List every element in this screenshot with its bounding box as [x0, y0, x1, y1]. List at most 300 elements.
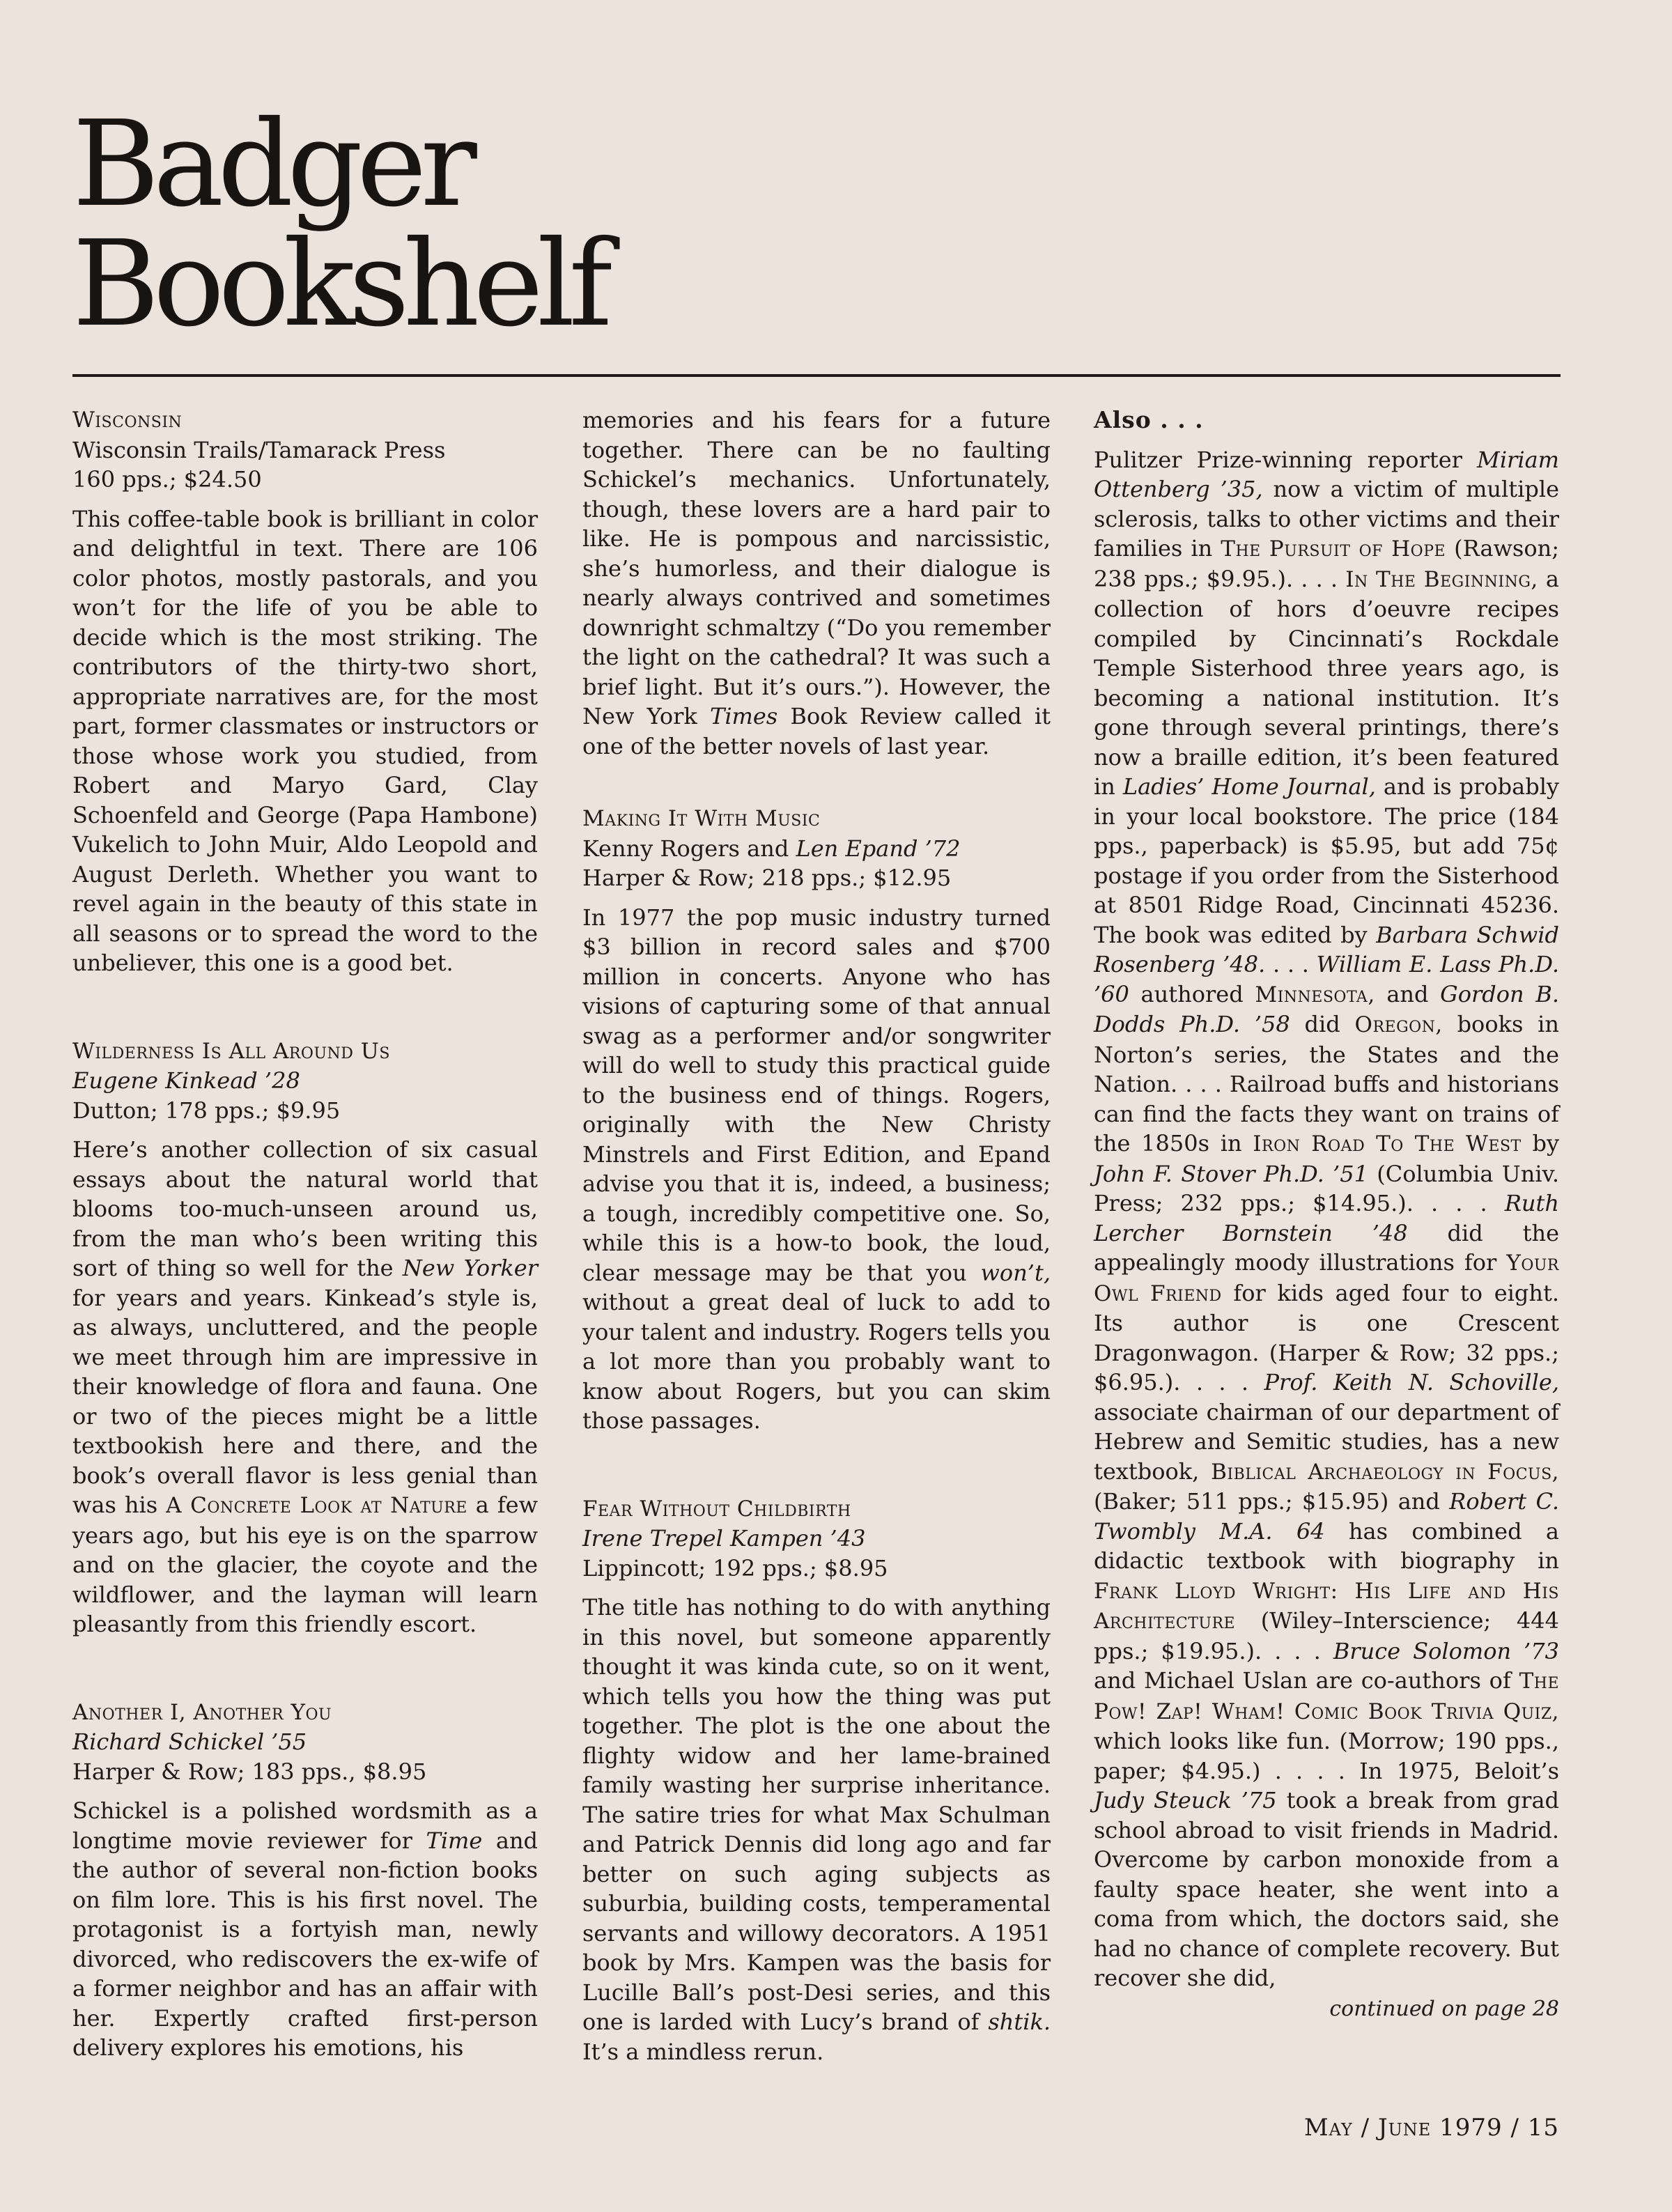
- body-text: novel.: [417, 1886, 485, 1913]
- body-text: [366, 1827, 380, 1854]
- body-text: Here’s another collection of six casual essays about the natural world that blooms too-much-unseen around us, from the man who’s been writing this sort of thing so well for the: [72, 1136, 538, 1281]
- book-title: In The Beginning,: [1345, 566, 1538, 592]
- body-text: But: [713, 673, 753, 700]
- body-text: . . .: [1265, 951, 1317, 977]
- body-text: [378, 1916, 396, 1942]
- person-name: Ruth Lercher Bornstein ’48: [1094, 1190, 1559, 1246]
- body-text: of: [516, 1945, 539, 1972]
- review-publisher: Wisconsin Trails/Tamarack Press: [72, 436, 446, 463]
- person-name: Miriam Ottenberg ’35,: [1094, 446, 1559, 502]
- body-text: [896, 496, 908, 523]
- body-text: [630, 525, 649, 552]
- body-text: a collection of hors d’oeuvre recipes compiled by Cincinnati’s Rockdale Temple Sisterhood three years ago, is becoming a national institution. It’s gone through several printings, there’s now a braille edition, it’s been featured in: [1094, 565, 1560, 800]
- body-text: the: [72, 1857, 109, 1883]
- body-text: [743, 585, 755, 611]
- body-text: [752, 674, 761, 700]
- body-text: [881, 407, 899, 433]
- body-text: her.: [72, 2004, 116, 2032]
- review-making-it-with-music: [582, 804, 1051, 1436]
- body-text: [679, 644, 688, 670]
- body-text: memories: [582, 407, 694, 433]
- body-text: [171, 1975, 178, 2002]
- emphasis: shtik.: [988, 2009, 1051, 2035]
- review-publisher: Harper & Row; 218 pps.; $12.95: [582, 865, 952, 891]
- body-text: contrived: [755, 585, 863, 611]
- body-text: [168, 1797, 182, 1824]
- body-text: Schickel’s: [582, 466, 697, 493]
- body-text: [862, 585, 875, 611]
- body-text: [1017, 555, 1032, 582]
- body-text: was: [923, 644, 968, 670]
- person-name: Ladies’ Home Journal,: [1122, 773, 1376, 800]
- review-publisher: Harper & Row; 183 pps., $8.95: [72, 1758, 427, 1785]
- body-text: [697, 466, 729, 493]
- person-name: Judy Steuck ’75: [1094, 1787, 1277, 1813]
- body-text: for years and years. Kinkead’s style is, as always, uncluttered, and the people we meet through him are impressive in their knowledge of flora and fauna. One or two of the pieces might be a little textbookish here and there, and the book’s overall flavor is less genial than was his: [72, 1284, 538, 1518]
- body-text: for: [898, 407, 931, 433]
- body-text: [880, 733, 887, 759]
- body-text: [349, 1887, 360, 1913]
- body-text: schmaltzy: [706, 614, 820, 641]
- body-text: Expertly: [153, 2004, 249, 2032]
- body-text: author: [121, 1857, 197, 1883]
- body-text: [772, 733, 779, 759]
- review-publisher: Dutton; 178 pps.; $9.95: [72, 1097, 341, 1124]
- body-text: is: [221, 1916, 240, 1942]
- review-author: Irene Trepel Kampen ’43: [582, 1525, 866, 1552]
- body-text: [837, 437, 861, 463]
- body-text: reviewer: [266, 1827, 366, 1854]
- masthead-title: [72, 95, 607, 353]
- person-name: William E. Lass Ph.D. ’60: [1094, 951, 1559, 1007]
- body-text: a: [882, 495, 896, 523]
- body-text: called: [954, 703, 1022, 729]
- body-text: [942, 703, 954, 729]
- body-text: [155, 1887, 166, 1913]
- body-text: [172, 1827, 186, 1854]
- body-text: by: [1521, 1130, 1560, 1157]
- body-text: such: [976, 644, 1029, 670]
- body-text: and: [875, 585, 918, 611]
- body-text: [847, 703, 860, 729]
- body-text: (Baker; 511 pps.; $15.95) and: [1094, 1488, 1450, 1515]
- body-text: [1029, 644, 1037, 670]
- body-text: [1016, 496, 1028, 523]
- review-body: [582, 1593, 1051, 2066]
- body-text: [249, 2005, 288, 2032]
- body-text: [424, 2034, 431, 2061]
- body-text: [779, 555, 794, 582]
- book-title: Frank Lloyd Wright: His Life and His Architecture: [1094, 1578, 1559, 1634]
- body-text: [931, 407, 949, 433]
- body-text: [761, 644, 769, 670]
- person-name: Bruce Solomon ’73: [1333, 1637, 1560, 1664]
- body-text: a: [949, 407, 963, 433]
- body-text: a: [215, 1797, 229, 1824]
- body-text: of: [630, 732, 653, 759]
- column-2: [582, 405, 1051, 2066]
- body-text: [163, 2034, 170, 2061]
- body-text: books in Norton’s series, the States and the Nation. . . . Railroad buffs and historians can find the facts they want on trains of the 1850s in: [1094, 1011, 1560, 1157]
- body-text: [742, 496, 754, 523]
- body-text: [878, 614, 885, 641]
- body-text: [619, 644, 627, 670]
- review-author: Eugene Kinkead ’28: [72, 1067, 300, 1094]
- body-text: [275, 1887, 286, 1913]
- body-text: took a break from grad school abroad to visit friends in Madrid. Overcome by carbon monoxide from a faulty space heater, she went into a coma from which, the doctors said, she had no chance of complete recovery. But recover she did,: [1094, 1787, 1559, 1991]
- body-text: on: [688, 644, 716, 670]
- also-heading: Also . . .: [1094, 406, 1204, 433]
- body-text: light: [627, 644, 680, 670]
- body-text: his: [772, 407, 805, 433]
- masthead-line-1: Badger: [72, 95, 471, 233]
- body-text: year.: [935, 732, 990, 759]
- body-text: Book: [790, 703, 847, 729]
- review-wilderness: [72, 1037, 538, 1639]
- body-text: It: [897, 644, 915, 670]
- person-name: Robert C. Twombly M.A. 64: [1094, 1488, 1560, 1545]
- body-text: first-person: [407, 2004, 539, 2032]
- body-text: a: [1037, 644, 1051, 670]
- body-text: [196, 1857, 209, 1883]
- body-text: she’s: [582, 555, 640, 582]
- body-text: [917, 585, 929, 611]
- body-text: a: [72, 1975, 86, 2002]
- body-text: [968, 644, 976, 670]
- review-title: Making It With Music: [582, 806, 821, 831]
- body-text: [928, 733, 935, 759]
- body-text: [704, 674, 713, 700]
- body-text: a few years ago, but his eye is on the sparrow and on the glacier, the coyote and the wildflower, and the layman will learn pleasantly from this friendly escort.: [72, 1492, 538, 1637]
- body-text: downright: [582, 614, 699, 641]
- body-text: [897, 525, 915, 552]
- body-text: delivery: [72, 2034, 164, 2061]
- body-text: [805, 407, 823, 433]
- body-text: [511, 1797, 525, 1824]
- body-text: faulting: [963, 436, 1051, 463]
- body-text: [889, 644, 897, 670]
- body-text: [624, 733, 630, 759]
- header-rule: [72, 374, 1561, 377]
- body-text: movie: [185, 1827, 254, 1854]
- body-text: cathedral?: [769, 644, 889, 670]
- review-title: Another I, Another You: [72, 1699, 332, 1725]
- body-text: narcissistic,: [915, 525, 1051, 552]
- body-text: It’s a mindless rerun.: [582, 2038, 824, 2065]
- body-text: together.: [582, 436, 684, 463]
- body-text: [915, 644, 924, 670]
- body-text: can: [797, 436, 837, 463]
- body-text: [272, 1916, 291, 1942]
- body-text: [838, 525, 856, 552]
- body-text: ours.”).: [805, 673, 890, 700]
- body-text: [231, 1857, 244, 1883]
- body-text: [178, 1946, 187, 1972]
- body-text: [280, 1975, 288, 2002]
- body-text: and Michael Uslan are co-authors of: [1094, 1667, 1519, 1694]
- review-author: Len Epand ’72: [796, 835, 961, 862]
- body-text: [694, 407, 712, 433]
- body-text: humorless,: [654, 555, 780, 582]
- body-text: [926, 614, 934, 641]
- body-text: protagonist: [72, 1916, 203, 1942]
- body-text: it: [1034, 703, 1051, 729]
- review-continuation: [582, 405, 1051, 761]
- body-text: [856, 466, 888, 493]
- body-text: York: [647, 703, 697, 729]
- column-1: [72, 405, 538, 2063]
- book-title: Biblical Archaeology in Focus,: [1211, 1459, 1559, 1485]
- body-text: affair: [420, 1975, 481, 2002]
- body-text: it’s: [761, 673, 797, 700]
- body-text: these: [681, 495, 742, 523]
- book-title: Minnesota,: [1255, 982, 1375, 1007]
- body-text: [233, 1946, 242, 1972]
- body-text: [715, 644, 724, 670]
- body-text: polished: [242, 1797, 338, 1824]
- body-text: which looks like fun. (Morrow; 190 pps., paper; $4.95.) . . . . In 1975, Beloit’s: [1094, 1728, 1559, 1784]
- body-text: rediscovers: [242, 1945, 373, 1972]
- body-text: authored: [1129, 980, 1255, 1007]
- body-text: [652, 733, 659, 759]
- body-text: [796, 674, 805, 700]
- body-text: [507, 1946, 516, 1972]
- body-text: like.: [582, 525, 630, 552]
- body-text: did: [1290, 1011, 1355, 1037]
- body-text: light.: [644, 673, 704, 700]
- body-text: though,: [582, 495, 669, 523]
- person-name: John F. Stover Ph.D. ’51: [1094, 1160, 1368, 1187]
- body-text: a: [258, 1916, 272, 1942]
- body-text: Unfortunately,: [888, 466, 1051, 493]
- body-text: now a victim of multiple sclerosis, talks to other victims and their families in: [1094, 476, 1560, 562]
- book-title: A Concrete Look at Nature: [166, 1493, 467, 1518]
- body-text: New: [582, 703, 635, 729]
- body-text: first: [359, 1886, 406, 1913]
- body-text: fortyish: [291, 1916, 378, 1942]
- body-text: lovers: [753, 495, 822, 523]
- body-text: sometimes: [929, 585, 1051, 611]
- person-name: Prof. Keith N. Schoville,: [1264, 1369, 1560, 1395]
- body-text: neighbor: [178, 1975, 281, 2002]
- body-text: explores: [170, 2034, 267, 2061]
- body-text: pompous: [735, 525, 838, 552]
- body-text: man,: [396, 1916, 453, 1942]
- review-another-i: [72, 1698, 538, 2063]
- body-text: is: [1032, 555, 1051, 582]
- body-text: dialogue: [920, 555, 1017, 582]
- body-text: [640, 555, 655, 582]
- body-text: as: [486, 1797, 511, 1824]
- body-text: However,: [899, 673, 1005, 700]
- body-text: the: [724, 644, 761, 670]
- body-text: Review: [860, 703, 942, 729]
- body-text: [459, 1857, 472, 1883]
- body-text: [109, 1857, 121, 1883]
- body-text: of: [858, 732, 881, 759]
- body-text: and is probably in your local bookstore. The price (184 pps., paperback) is $5.95, but add 75¢ postage if you order from the Sisterhood at 8501 Ridge Road, Cincinnati 45236. The book was edited by: [1094, 773, 1560, 948]
- body-text: [669, 496, 681, 523]
- body-text: wordsmith: [351, 1797, 472, 1824]
- body-text: [836, 555, 851, 582]
- person-name: Barbara Schwid Rosenberg ’48.: [1094, 921, 1560, 977]
- body-text: and: [794, 555, 836, 582]
- body-text: did the appealingly moody illustrations for: [1094, 1219, 1559, 1276]
- emphasis: won’t,: [980, 1259, 1051, 1286]
- body-text: [305, 1887, 316, 1913]
- body-text: [718, 525, 736, 552]
- body-text: is: [699, 525, 718, 552]
- body-text: [636, 674, 645, 700]
- body-text: [412, 1975, 420, 2002]
- body-text: remember: [933, 614, 1051, 641]
- review-authors: [582, 834, 1051, 864]
- body-text: emotions,: [313, 2034, 424, 2061]
- body-text: [377, 1975, 385, 2002]
- body-text: several: [244, 1857, 326, 1883]
- body-text: [203, 1916, 222, 1942]
- body-text: [325, 1857, 338, 1883]
- body-text: (“Do: [826, 614, 878, 641]
- publication-name: New Yorker: [402, 1255, 539, 1281]
- body-text: and: [712, 407, 754, 433]
- body-text: [266, 2034, 273, 2061]
- body-text: [337, 1797, 351, 1824]
- body-text: on: [72, 1886, 100, 1913]
- body-text: is: [286, 1886, 305, 1913]
- body-text: lore.: [165, 1886, 217, 1913]
- review-body: This coffee-table book is brilliant in color and delightful in text. There are 106 color photos, mostly pastorals, and you won’t for the life of you be able to decide which is the most striking. The contributors of the thirty-two short, appropriate narratives are, for the most part, former classmates or instructors or those whose work you studied, from Robert and Maryo Gard, Clay Schoenfeld and George (Papa Hambone) Vukelich to John Muir, Aldo Leopold and August Derleth. Whether you want to revel again in the beauty of this state in all seasons or to spread the word to the unbeliever, this one is a good bet.: [72, 505, 538, 976]
- body-text: the: [659, 732, 696, 759]
- body-text: [819, 614, 827, 641]
- body-text: [890, 674, 899, 700]
- body-text: has combined a didactic textbook with biography in: [1094, 1517, 1560, 1574]
- masthead-line-2: Bookshelf: [72, 215, 607, 353]
- body-text: for kids aged four to eight. Its author is one Crescent Dragonwagon. (Harper & Row; 32 pps.; $6.95.). . . .: [1094, 1279, 1560, 1395]
- body-text: mechanics.: [729, 466, 856, 493]
- body-text: longtime: [72, 1827, 172, 1854]
- person-name: Gordon B. Dodds Ph.D. ’58: [1094, 980, 1560, 1037]
- body-text: [905, 555, 920, 582]
- review-title: Fear Without Childbirth: [582, 1496, 851, 1522]
- body-text: [684, 437, 708, 463]
- body-text: [116, 2005, 154, 2032]
- body-text: better: [702, 732, 773, 759]
- body-text: of: [209, 1857, 231, 1883]
- body-text: [634, 703, 647, 729]
- body-text: [201, 1797, 215, 1824]
- body-text: [696, 733, 703, 759]
- body-text: crafted: [287, 2004, 369, 2032]
- body-text: [330, 1975, 338, 2002]
- body-text: [681, 525, 699, 552]
- body-text: There: [707, 436, 774, 463]
- body-text: always: [666, 585, 743, 611]
- body-text: He: [648, 525, 681, 552]
- page-folio: May / June 1979 / 15: [1303, 2114, 1559, 2142]
- body-text: [418, 1946, 427, 1972]
- body-text: [412, 1827, 426, 1854]
- body-text: has: [338, 1975, 378, 2002]
- review-publisher: Lippincott; 192 pps.; $8.95: [582, 1554, 888, 1581]
- body-text: the: [381, 1945, 418, 1972]
- body-text: Pulitzer Prize-winning reporter: [1094, 446, 1478, 473]
- body-text: divorced,: [72, 1945, 178, 1972]
- body-text: who: [186, 1945, 233, 1972]
- body-text: [1022, 703, 1035, 729]
- body-text: brief: [582, 673, 636, 700]
- body-text: the: [1014, 673, 1051, 700]
- body-text: The title has nothing to do with anything in this novel, but someone apparently thought it was kinda cute, so on it went, which tells you how the thing was put together. The plot is the one about the flighty widow and her lame-brained family wasting her surprise inheritance. The satire tries for what Max Schulman and Patrick Dennis did long ago and far better on such aging subjects as suburbia, building costs, temperamental servants and willowy decorators. A 1951 book by Mrs. Kampen was the basis for Lucille Ball’s post-Desi series, and this one is larded with Lucy’s brand of: [582, 1594, 1051, 2035]
- body-text: [217, 1887, 228, 1913]
- review-fear-without-childbirth: [582, 1494, 1051, 2067]
- review-title: Wisconsin: [72, 408, 183, 433]
- body-text: and: [1375, 980, 1441, 1007]
- review-body: [72, 1796, 538, 2063]
- body-text: and: [288, 1975, 330, 2002]
- review-title: Wilderness Is All Around Us: [72, 1038, 390, 1064]
- body-text: [697, 703, 710, 729]
- body-text: Schickel: [72, 1797, 169, 1824]
- body-text: [86, 1975, 93, 2002]
- body-text: with: [488, 1975, 538, 2002]
- also-body: [1094, 445, 1559, 1993]
- body-text: (Wiley–Interscience; 444 pps.; $19.95.). . . .: [1094, 1607, 1559, 1664]
- publication-name: Time: [426, 1827, 483, 1854]
- body-text: fears: [823, 407, 881, 433]
- body-text: for: [380, 1827, 412, 1854]
- body-text: and: [495, 1827, 539, 1854]
- body-text: nearly: [582, 585, 654, 611]
- body-text: to: [1028, 495, 1051, 523]
- body-text: newly: [471, 1916, 539, 1942]
- body-text: pair: [971, 495, 1017, 523]
- body-text: [228, 1797, 242, 1824]
- body-text: their: [851, 555, 906, 582]
- body-text: [482, 1827, 496, 1854]
- body-text: [405, 1887, 417, 1913]
- body-text: [774, 437, 798, 463]
- body-text: In 1977 the pop music industry turned $3 billion in record sales and $700 million in concerts. Anyone who has visions of capturing some of that annual swag as a performer and/or songwriter will do well to study this practical guide to the business end of things. Rogers, originally with the New Christy Minstrels and First Edition, and Epand advise you that it is, indeed, a business; a tough, incredibly competitive one. So, while this is a how-to book, the loud, clear message may be that you: [582, 904, 1051, 1286]
- body-text: without a great deal of luck to add to your talent and industry. Rogers tells you a lot more than you probably want to know about Rogers, but you can skim those passages.: [582, 1289, 1051, 1434]
- book-title: The Pow! Zap! Wham! Comic Book Trivia Quiz,: [1094, 1669, 1559, 1724]
- book-title: Oregon,: [1354, 1012, 1443, 1037]
- review-price: 160 pps.; $24.50: [72, 466, 262, 493]
- body-text: (Rawson; 238 pps.; $9.95.). . . .: [1094, 535, 1560, 592]
- book-title: The Pursuit of Hope: [1221, 536, 1446, 562]
- body-text: [253, 1827, 267, 1854]
- book-title: Iron Road To The West: [1253, 1131, 1522, 1157]
- body-text: [754, 407, 772, 433]
- body-text: former: [93, 1975, 171, 2002]
- body-text: [100, 1887, 111, 1913]
- column-3: [1094, 405, 1559, 2024]
- body-text: This: [227, 1886, 276, 1913]
- body-text: [888, 437, 912, 463]
- review-author: Richard Schickel ’55: [72, 1728, 307, 1755]
- body-text: [240, 1916, 259, 1942]
- body-text: [699, 614, 706, 641]
- body-text: his: [273, 2034, 307, 2061]
- body-text: are: [833, 495, 871, 523]
- body-text: a: [524, 1797, 538, 1824]
- body-text: novels: [779, 732, 851, 759]
- body-text: [307, 2034, 314, 2061]
- body-text: [653, 585, 666, 611]
- review-wisconsin: [72, 405, 538, 978]
- body-text: an: [385, 1975, 413, 2002]
- body-text: and: [856, 525, 898, 552]
